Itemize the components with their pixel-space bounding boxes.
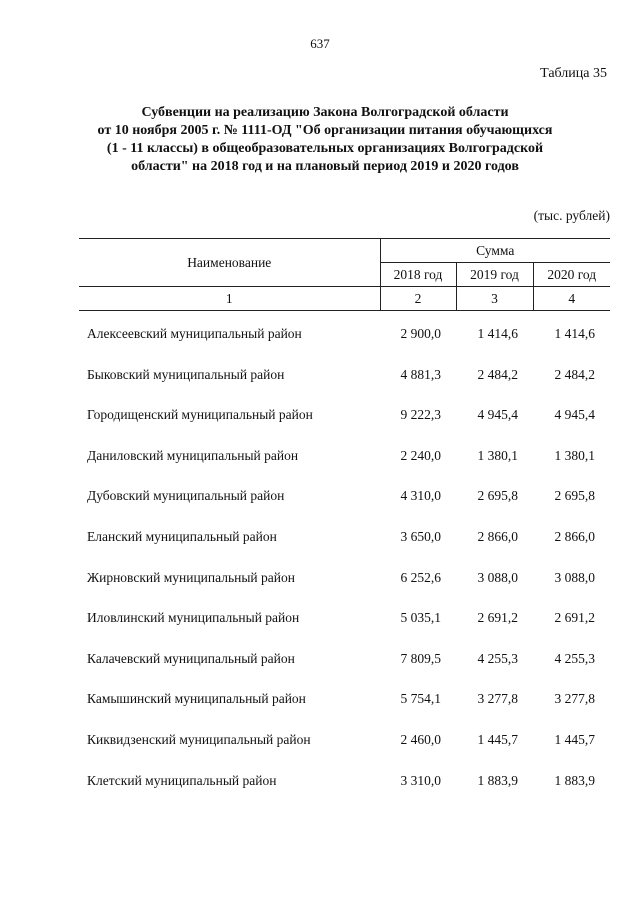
- value-2020-cell: 1 883,9: [554, 772, 595, 788]
- table-row: [79, 676, 610, 717]
- value-2018-cell: 2 460,0: [400, 732, 441, 748]
- table-body: [79, 311, 610, 798]
- table-row: [79, 554, 610, 595]
- table-row: [79, 513, 610, 554]
- value-2018-cell: 7 809,5: [400, 650, 441, 666]
- value-2020-cell: 2 691,2: [554, 610, 595, 626]
- value-2018-cell: 6 252,6: [400, 569, 441, 585]
- value-2019-cell: 1 414,6: [477, 326, 518, 342]
- title-line: области" на 2018 год и на плановый период 2019 и 2020 годов: [131, 159, 519, 174]
- value-2018-cell: 4 310,0: [400, 488, 441, 504]
- document-title: [60, 104, 590, 176]
- header-col-number: 3: [456, 287, 533, 311]
- value-2019-cell: 4 945,4: [477, 407, 518, 423]
- value-2020-cell: 3 277,8: [554, 691, 595, 707]
- header-year-2020: 2020 год: [533, 263, 610, 287]
- value-2019-cell: 1 380,1: [477, 447, 518, 463]
- units-note: (тыс. рублей): [533, 208, 610, 223]
- table-row: [79, 716, 610, 757]
- value-2018-cell: 3 310,0: [400, 772, 441, 788]
- value-2018-cell: 3 650,0: [400, 529, 441, 545]
- value-2018-cell: 2 900,0: [400, 326, 441, 342]
- value-2020-cell: 2 484,2: [554, 366, 595, 382]
- district-name-cell: Киквидзенский муниципальный район: [87, 732, 311, 748]
- value-2020-cell: 2 866,0: [554, 529, 595, 545]
- value-2020-cell: 4 945,4: [554, 407, 595, 423]
- district-name-cell: Камышинский муниципальный район: [87, 691, 306, 707]
- value-2020-cell: 2 695,8: [554, 488, 595, 504]
- value-2020-cell: 4 255,3: [554, 650, 595, 666]
- table-row: [79, 432, 610, 473]
- page-number: 637: [310, 36, 330, 51]
- header-year-2019: 2019 год: [456, 263, 533, 287]
- table-row: [79, 757, 610, 798]
- district-name-cell: Калачевский муниципальный район: [87, 650, 295, 666]
- value-2020-cell: 1 445,7: [554, 732, 595, 748]
- table-header: [79, 239, 610, 311]
- district-name-cell: Еланский муниципальный район: [87, 529, 277, 545]
- district-name-cell: Дубовский муниципальный район: [87, 488, 285, 504]
- table-row: [79, 311, 610, 352]
- header-col-number: 2: [380, 287, 456, 311]
- value-2019-cell: 3 088,0: [477, 569, 518, 585]
- value-2019-cell: 2 866,0: [477, 529, 518, 545]
- value-2020-cell: 1 380,1: [554, 447, 595, 463]
- table-row: [79, 473, 610, 514]
- table-row: [79, 392, 610, 433]
- value-2020-cell: 1 414,6: [554, 326, 595, 342]
- value-2019-cell: 2 484,2: [477, 366, 518, 382]
- value-2019-cell: 1 445,7: [477, 732, 518, 748]
- header-col-number: 4: [533, 287, 610, 311]
- value-2018-cell: 5 035,1: [400, 610, 441, 626]
- header-sum: Сумма: [380, 239, 610, 263]
- header-year-2018: 2018 год: [380, 263, 456, 287]
- district-name-cell: Городищенский муниципальный район: [87, 407, 313, 423]
- value-2019-cell: 4 255,3: [477, 650, 518, 666]
- value-2019-cell: 1 883,9: [477, 772, 518, 788]
- subsidy-table: [79, 238, 610, 798]
- district-name-cell: Клетский муниципальный район: [87, 772, 277, 788]
- header-name: Наименование: [79, 239, 380, 287]
- district-name-cell: Алексеевский муниципальный район: [87, 326, 302, 342]
- table-row: [79, 351, 610, 392]
- value-2018-cell: 9 222,3: [400, 407, 441, 423]
- header-col-number: 1: [79, 287, 380, 311]
- table-row: [79, 595, 610, 636]
- value-2019-cell: 3 277,8: [477, 691, 518, 707]
- value-2018-cell: 4 881,3: [400, 366, 441, 382]
- title-line: Субвенции на реализацию Закона Волгоградской области: [141, 105, 509, 120]
- district-name-cell: Быковский муниципальный район: [87, 366, 285, 382]
- table-label: Таблица 35: [540, 66, 607, 81]
- table-row: [79, 635, 610, 676]
- title-line: (1 - 11 классы) в общеобразовательных организациях Волгоградской: [106, 141, 544, 156]
- title-line: от 10 ноября 2005 г. № 1111-ОД "Об организации питания обучающихся: [97, 123, 553, 138]
- value-2019-cell: 2 695,8: [477, 488, 518, 504]
- district-name-cell: Жирновский муниципальный район: [87, 569, 295, 585]
- district-name-cell: Даниловский муниципальный район: [87, 447, 299, 463]
- value-2018-cell: 5 754,1: [400, 691, 441, 707]
- value-2020-cell: 3 088,0: [554, 569, 595, 585]
- district-name-cell: Иловлинский муниципальный район: [87, 610, 300, 626]
- value-2018-cell: 2 240,0: [400, 447, 441, 463]
- value-2019-cell: 2 691,2: [477, 610, 518, 626]
